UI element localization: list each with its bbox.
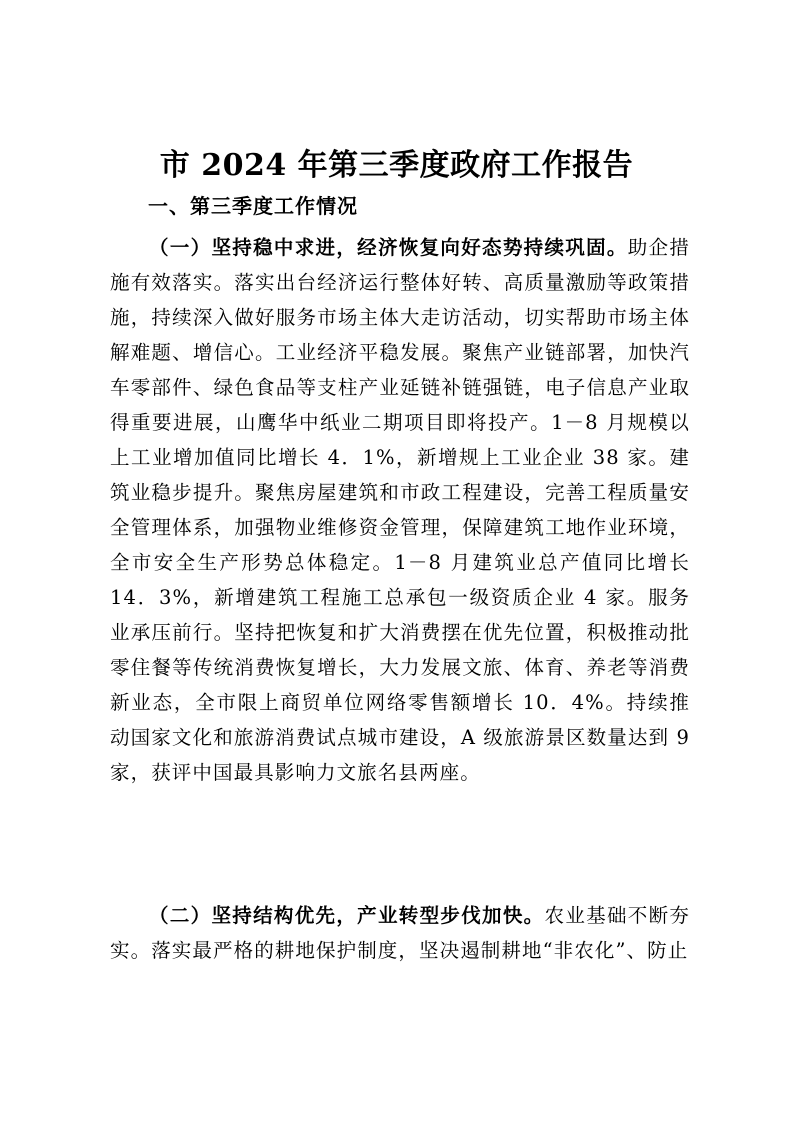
document-title: 市 2024 年第三季度政府工作报告 (159, 148, 634, 183)
paragraph-2 (110, 898, 690, 968)
section-heading: 一、第三季度工作情况 (148, 194, 358, 218)
paragraph-2-lead: （二）坚持结构优先，产业转型步伐加快。 (149, 904, 545, 927)
paragraph-2-body: 农业基础不断夯实。落实最严格的耕地保护制度，坚决遏制耕地“非农化”、防止 (110, 904, 690, 962)
paragraph-1-body: 助企措施有效落实。落实出台经济运行整体好转、高质量激励等政策措施，持续深入做好服务市场主体大走访活动，切实帮助市场主体解难题、增信心。工业经济平稳发展。聚焦产业链部署，加快汽车零部件、绿色食品等支柱产业延链补链强链，电子信息产业取得重要进展，山鹰华中纸业二期项目即将投产。1－8 月规模以上工业增加值同比增长 4．1%，新增规上工业企业 38 家。建筑业稳步提升。聚焦房屋建筑和市政工程建设，完善工程质量安全管理体系，加强物业维修资金管理，保障建筑工地作业环境，全市安全生产形势总体稳定。1－8 月建筑业总产值同比增长 14．3%，新增建筑工程施工总承包一级资质企业 4 家。服务业承压前行。坚持把恢复和扩大消费摆在优先位置，积极推动批零住餐等传统消费恢复增长，大力发展文旅、体育、养老等消费新业态，全市限上商贸单位网络零售额增长 10．4%。持续推动国家文化和旅游消费试点城市建设，A 级旅游景区数量达到 9 家，获评中国最具影响力文旅名县两座。 (110, 236, 690, 784)
paragraph-1 (110, 230, 690, 790)
paragraph-1-lead: （一）坚持稳中求进，经济恢复向好态势持续巩固。 (149, 236, 628, 259)
